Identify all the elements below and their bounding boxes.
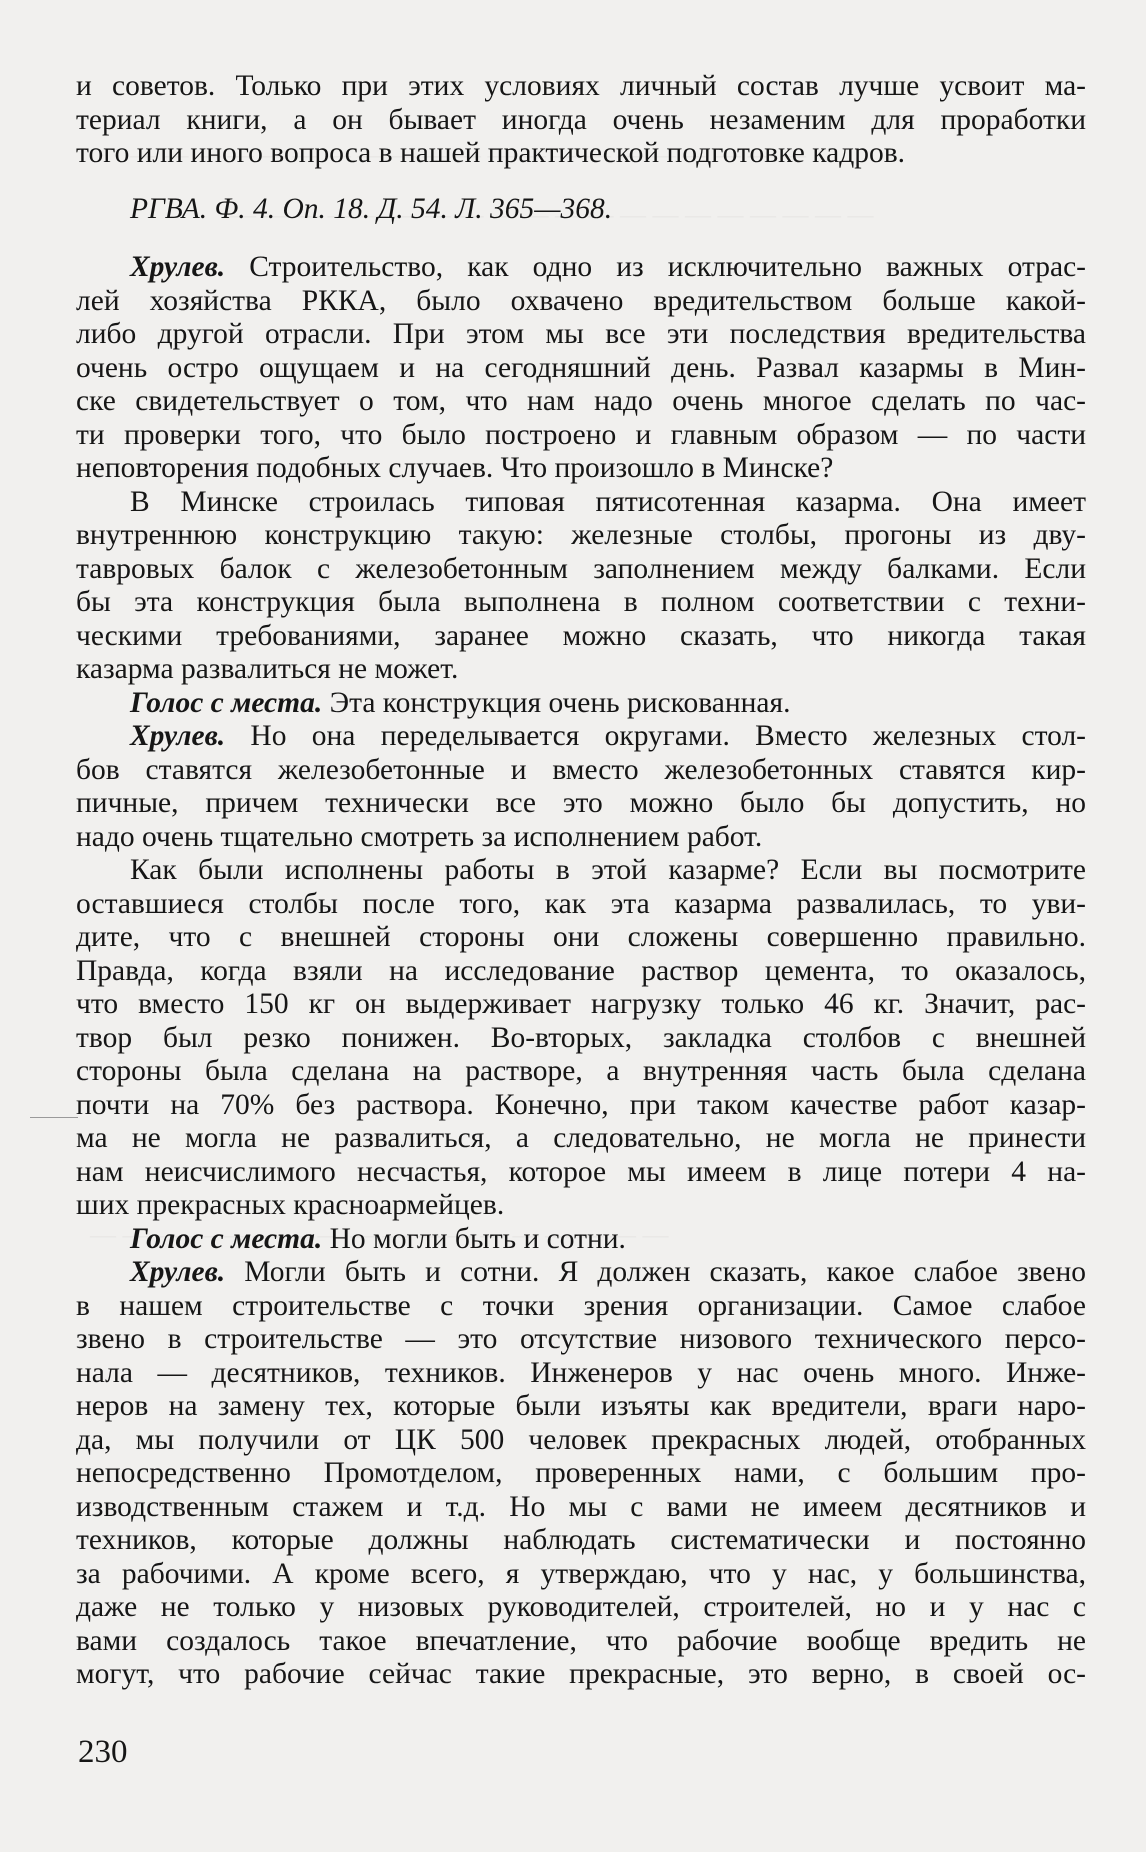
text-line: пичные, причем технически все это можно было бы допустить, но [76,787,1086,819]
text-line: бов ставятся железобетонные и вместо железобетонных ставятся кир- [76,753,1086,786]
text-line: нала — десятников, техников. Инженеров у нас очень много. Инже- [76,1356,1086,1389]
paragraph-weak-link [76,1256,1086,1692]
text-line: стороны была сделана на растворе, а внутренняя часть была сделана [76,1055,1086,1087]
margin-mark [30,1117,78,1118]
text-line: в нашем строительстве с точки зрения организации. Самое слабое [76,1289,1086,1322]
text-line: казарма развалиться не может. [76,653,459,685]
paragraph-work-quality [76,854,1086,1223]
speaker-name: Голос с места. [130,1222,323,1255]
text-line: могут, что рабочие сейчас такие прекрасные, это верно, в своей ос- [76,1658,1086,1690]
text-line [76,720,1086,754]
text-line: ма не могла не развалиться, а следовательно, не могла не принести [76,1122,1086,1154]
paragraph-khrulev-construction [76,251,1086,486]
text-line: надо очень тщательно смотреть за исполнением работ. [76,820,763,853]
speaker-name: Хрулев. [130,720,226,752]
archive-reference: РГВА. Ф. 4. Оп. 18. Д. 54. Л. 365—368. [130,192,613,225]
speaker-name: Хрулев. [130,1256,226,1288]
speaker-name: Голос с места. [130,686,323,719]
text-line [76,687,1086,721]
text-line: ческими требованиями, заранее можно сказать, что никогда такая [76,619,1086,652]
document-page [76,70,1086,1692]
intro-paragraph [76,70,1086,171]
text-fragment: Но она переделывается округами. Вместо железных стол- [225,720,1086,752]
text-line: неповторения подобных случаев. Что произошло в Минске? [76,452,834,484]
text-line: Как были исполнены работы в этой казарме? Если вы посмотрите [130,854,1086,886]
text-line: ти проверки того, что было построено и главным образом — по части [76,418,1086,451]
text-line: твор был резко понижен. Во-вторых, закладка столбов с внешней [76,1021,1086,1054]
text-line [76,1256,1086,1290]
text-line: ске свидетельствует о том, что нам надо очень многое сделать по час- [76,385,1086,417]
text-line: териал книги, а он бывает иногда очень незаменим для проработки [76,103,1086,136]
text-line: что вместо 150 кг он выдерживает нагрузку только 46 кг. Значит, рас- [76,988,1086,1020]
paragraph-khrulev-reply [76,720,1086,854]
remark-from-floor [76,687,1086,721]
page-number: 230 [78,1734,128,1770]
text-fragment: Могли быть и сотни. Я должен сказать, какое слабое звено [225,1256,1086,1288]
text-line: бы эта конструкция была выполнена в полном соответствии с техни- [76,586,1086,618]
text-line: нам неисчислимого несчастья, которое мы имеем в лице потери 4 на- [76,1155,1086,1188]
text-line: ших прекрасных красноармейцев. [76,1189,505,1221]
text-line [76,1223,1086,1257]
remark-from-floor [76,1223,1086,1257]
text-line: оставшиеся столбы после того, как эта казарма развалилась, то уви- [76,887,1086,920]
text-line: неров на замену тех, которые были изъяты как вредители, враги наро- [76,1390,1086,1422]
text-line: дите, что с внешней стороны они сложены совершенно правильно. [76,921,1086,953]
text-line: да, мы получили от ЦК 500 человек прекрасных людей, отобранных [76,1423,1086,1456]
speaker-name: Хрулев. [130,251,226,283]
text-line: непосредственно Промотделом, проверенных нами, с большим про- [76,1457,1086,1489]
text-line: лей хозяйства РККА, было охвачено вредительством больше какой- [76,284,1086,317]
text-line: очень остро ощущаем и на сегодняшний день. Развал казармы в Мин- [76,351,1086,384]
text-fragment: Строительство, как одно из исключительно важных отрас- [225,251,1086,283]
text-line: тавровых балок с железобетонным заполнением между балками. Если [76,552,1086,585]
text-line: техников, которые должны наблюдать систематически и постоянно [76,1524,1086,1556]
text-line: В Минске строилась типовая пятисотенная казарма. Она имеет [130,485,1086,518]
paragraph-minsk-barracks [76,486,1086,687]
text-line: почти на 70% без раствора. Конечно, при таком качестве работ казар- [76,1088,1086,1121]
text-fragment: Эта конструкция очень рискованная. [322,686,791,719]
text-line [76,251,1086,285]
text-line: внутреннюю конструкцию такую: железные столбы, прогоны из дву- [76,519,1086,551]
text-line: за рабочими. А кроме всего, я утверждаю, что у нас, у большинства, [76,1557,1086,1590]
text-line: того или иного вопроса в нашей практической подготовке кадров. [76,137,906,169]
text-line: вами создалось такое впечатление, что рабочие вообще вредить не [76,1624,1086,1657]
text-line: и советов. Только при этих условиях личный состав лучше усвоит ма- [76,70,1086,102]
text-fragment: Но могли быть и сотни. [322,1222,626,1255]
text-line: Правда, когда взяли на исследование раствор цемента, то оказалось, [76,954,1086,987]
text-line: изводственным стажем и т.д. Но мы с вами не имеем десятников и [76,1490,1086,1523]
text-line: либо другой отрасли. При этом мы все эти последствия вредительства [76,318,1086,350]
text-line: звено в строительстве — это отсутствие низового технического персо- [76,1323,1086,1355]
text-line: даже не только у низовых руководителей, строителей, но и у нас с [76,1591,1086,1623]
